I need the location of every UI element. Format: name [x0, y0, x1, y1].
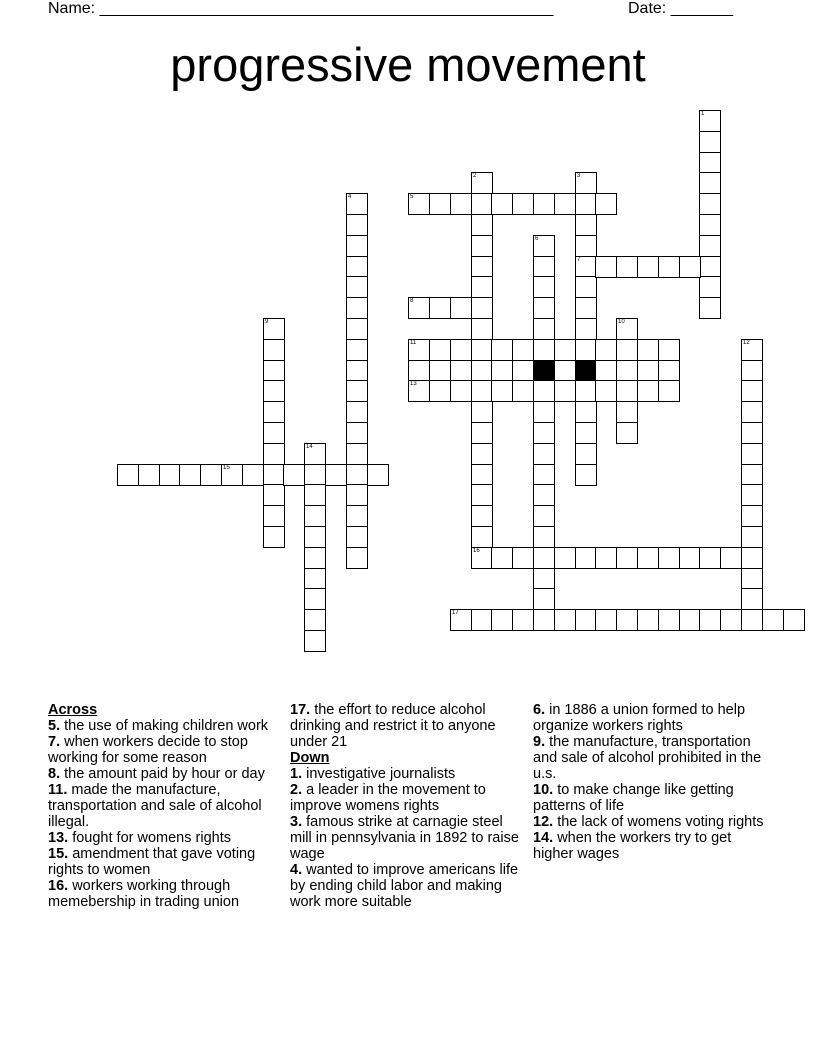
grid-cell[interactable] — [450, 360, 472, 382]
grid-cell[interactable] — [637, 360, 659, 382]
grid-cell[interactable] — [616, 422, 638, 444]
across-clue — [48, 846, 280, 878]
grid-cell[interactable] — [200, 464, 222, 486]
grid-cell[interactable] — [762, 609, 784, 631]
clue-number-label: 9 — [265, 319, 269, 325]
grid-cell[interactable] — [575, 339, 597, 361]
grid-cell[interactable] — [471, 339, 493, 361]
grid-cell[interactable] — [658, 547, 680, 569]
down-clue — [533, 782, 765, 814]
grid-cell[interactable] — [471, 401, 493, 423]
grid-cell[interactable] — [491, 547, 513, 569]
grid-cell[interactable] — [658, 609, 680, 631]
clue-number: 3. — [290, 814, 303, 830]
across-clue — [48, 782, 280, 830]
grid-cell[interactable] — [575, 214, 597, 236]
grid-cell[interactable] — [595, 360, 617, 382]
grid-cell[interactable] — [533, 380, 555, 402]
grid-cell[interactable] — [616, 401, 638, 423]
down-clue — [290, 814, 522, 862]
grid-cell[interactable] — [304, 526, 326, 548]
down-clue — [290, 862, 522, 910]
grid-cell[interactable] — [533, 276, 555, 298]
clue-text: investigative journalists — [302, 766, 456, 782]
grid-cell[interactable] — [575, 464, 597, 486]
grid-cell[interactable] — [741, 505, 763, 527]
grid-cell[interactable] — [741, 526, 763, 548]
clue-number: 12. — [533, 814, 554, 830]
grid-cell[interactable] — [346, 276, 368, 298]
black-square — [533, 360, 555, 382]
down-clue — [290, 782, 522, 814]
grid-cell[interactable] — [263, 360, 285, 382]
grid-cell[interactable] — [699, 547, 721, 569]
grid-cell[interactable] — [491, 380, 513, 402]
grid-cell[interactable] — [575, 256, 597, 278]
grid-cell[interactable] — [263, 318, 285, 340]
grid-cell[interactable] — [450, 609, 472, 631]
grid-cell[interactable] — [179, 464, 201, 486]
clue-text: famous strike at carnagie steel mill in pennsylvania in 1892 to raise wage — [290, 814, 519, 862]
grid-cell[interactable] — [346, 547, 368, 569]
grid-cell[interactable] — [346, 193, 368, 215]
grid-cell[interactable] — [533, 484, 555, 506]
grid-cell[interactable] — [575, 547, 597, 569]
grid-cell[interactable] — [533, 401, 555, 423]
grid-cell[interactable] — [471, 360, 493, 382]
date-line: Date: _______ — [628, 0, 733, 17]
grid-cell[interactable] — [346, 526, 368, 548]
clue-number-label: 16 — [473, 548, 480, 554]
clue-column-1 — [48, 702, 280, 910]
grid-cell[interactable] — [637, 256, 659, 278]
clue-number-label: 15 — [223, 465, 230, 471]
grid-cell[interactable] — [699, 110, 721, 132]
grid-cell[interactable] — [471, 484, 493, 506]
grid-cell[interactable] — [533, 588, 555, 610]
grid-cell[interactable] — [346, 339, 368, 361]
grid-cell[interactable] — [346, 401, 368, 423]
grid-cell[interactable] — [699, 172, 721, 194]
grid-cell[interactable] — [304, 505, 326, 527]
grid-cell[interactable] — [471, 214, 493, 236]
grid-cell[interactable] — [346, 360, 368, 382]
clue-text: when the workers try to get higher wages — [533, 830, 732, 862]
clue-number-label: 11 — [410, 340, 417, 346]
clue-number: 2. — [290, 782, 303, 798]
grid-cell[interactable] — [575, 172, 597, 194]
grid-cell[interactable] — [699, 256, 721, 278]
grid-cell[interactable] — [304, 609, 326, 631]
grid-cell[interactable] — [595, 339, 617, 361]
clue-text: made the manufacture, transportation and sale of alcohol illegal. — [48, 782, 262, 830]
black-square — [575, 360, 597, 382]
grid-cell[interactable] — [263, 464, 285, 486]
grid-cell[interactable] — [429, 360, 451, 382]
grid-cell[interactable] — [512, 547, 534, 569]
name-line: Name: ___________________________________________________ — [48, 0, 554, 17]
grid-cell[interactable] — [471, 172, 493, 194]
grid-cell[interactable] — [471, 526, 493, 548]
grid-cell[interactable] — [679, 256, 701, 278]
grid-cell[interactable] — [699, 235, 721, 257]
clue-number: 8. — [48, 766, 61, 782]
grid-cell[interactable] — [304, 464, 326, 486]
grid-cell[interactable] — [512, 360, 534, 382]
grid-cell[interactable] — [471, 464, 493, 486]
grid-cell[interactable] — [138, 464, 160, 486]
grid-cell[interactable] — [429, 193, 451, 215]
grid-cell[interactable] — [346, 505, 368, 527]
grid-cell[interactable] — [491, 360, 513, 382]
clue-number: 14. — [533, 830, 554, 846]
grid-cell[interactable] — [575, 401, 597, 423]
grid-cell[interactable] — [346, 318, 368, 340]
grid-cell[interactable] — [658, 360, 680, 382]
down-clue — [533, 830, 765, 862]
grid-cell[interactable] — [575, 276, 597, 298]
grid-cell[interactable] — [533, 443, 555, 465]
grid-cell[interactable] — [346, 235, 368, 257]
across-clue — [48, 734, 280, 766]
grid-cell[interactable] — [595, 609, 617, 631]
grid-cell[interactable] — [741, 568, 763, 590]
clue-number-label: 6 — [535, 236, 539, 242]
grid-cell[interactable] — [720, 609, 742, 631]
grid-cell[interactable] — [554, 547, 576, 569]
grid-cell[interactable] — [283, 464, 305, 486]
grid-cell[interactable] — [741, 588, 763, 610]
grid-cell[interactable] — [471, 547, 493, 569]
grid-cell[interactable] — [637, 380, 659, 402]
grid-cell[interactable] — [242, 464, 264, 486]
grid-cell[interactable] — [450, 193, 472, 215]
grid-cell[interactable] — [471, 422, 493, 444]
grid-cell[interactable] — [533, 568, 555, 590]
grid-cell[interactable] — [512, 380, 534, 402]
grid-cell[interactable] — [616, 318, 638, 340]
grid-cell[interactable] — [491, 339, 513, 361]
grid-cell[interactable] — [429, 339, 451, 361]
clue-number: 5. — [48, 718, 61, 734]
grid-cell[interactable] — [575, 380, 597, 402]
grid-cell[interactable] — [346, 256, 368, 278]
grid-cell[interactable] — [408, 380, 430, 402]
grid-cell[interactable] — [346, 380, 368, 402]
grid-cell[interactable] — [741, 360, 763, 382]
grid-cell[interactable] — [221, 464, 243, 486]
across-clue — [48, 830, 280, 846]
grid-cell[interactable] — [554, 380, 576, 402]
clue-number: 15. — [48, 846, 69, 862]
grid-cell[interactable] — [533, 422, 555, 444]
grid-cell[interactable] — [471, 297, 493, 319]
down-clue — [290, 766, 522, 782]
grid-cell[interactable] — [699, 214, 721, 236]
grid-cell[interactable] — [304, 547, 326, 569]
down-clue — [533, 734, 765, 782]
grid-cell[interactable] — [408, 339, 430, 361]
grid-cell[interactable] — [554, 609, 576, 631]
grid-cell[interactable] — [699, 276, 721, 298]
grid-cell[interactable] — [741, 484, 763, 506]
grid-cell[interactable] — [616, 380, 638, 402]
grid-cell[interactable] — [512, 193, 534, 215]
grid-cell[interactable] — [658, 380, 680, 402]
clue-number-label: 4 — [348, 194, 352, 200]
grid-cell[interactable] — [450, 339, 472, 361]
grid-cell[interactable] — [595, 380, 617, 402]
grid-cell[interactable] — [117, 464, 139, 486]
grid-cell[interactable] — [783, 609, 805, 631]
grid-cell[interactable] — [741, 443, 763, 465]
clue-number-label: 17 — [452, 610, 459, 616]
clue-number: 6. — [533, 702, 546, 718]
grid-cell[interactable] — [491, 193, 513, 215]
grid-cell[interactable] — [533, 464, 555, 486]
grid-cell[interactable] — [367, 464, 389, 486]
grid-cell[interactable] — [637, 547, 659, 569]
grid-cell[interactable] — [699, 609, 721, 631]
grid-cell[interactable] — [263, 339, 285, 361]
grid-cell[interactable] — [679, 547, 701, 569]
grid-cell[interactable] — [346, 422, 368, 444]
clue-text: fought for womens rights — [68, 830, 231, 846]
grid-cell[interactable] — [533, 505, 555, 527]
down-clue — [533, 702, 765, 734]
clue-number: 16. — [48, 878, 69, 894]
down-heading: Down — [290, 750, 330, 766]
clue-text: the amount paid by hour or day — [60, 766, 265, 782]
grid-cell[interactable] — [575, 235, 597, 257]
grid-cell[interactable] — [741, 547, 763, 569]
clue-text: the manufacture, transportation and sale of alcohol prohibited in the u.s. — [533, 734, 762, 782]
grid-cell[interactable] — [741, 609, 763, 631]
grid-cell[interactable] — [159, 464, 181, 486]
grid-cell[interactable] — [699, 152, 721, 174]
grid-cell[interactable] — [741, 339, 763, 361]
grid-cell[interactable] — [263, 401, 285, 423]
grid-cell[interactable] — [533, 193, 555, 215]
grid-cell[interactable] — [471, 276, 493, 298]
grid-cell[interactable] — [575, 422, 597, 444]
grid-cell[interactable] — [637, 339, 659, 361]
grid-cell[interactable] — [450, 297, 472, 319]
clue-number-label: 14 — [306, 444, 313, 450]
clue-number: 13. — [48, 830, 69, 846]
clue-text: when workers decide to stop working for some reason — [48, 734, 248, 766]
clue-number-label: 2 — [473, 173, 477, 179]
clue-text: the use of making children work — [60, 718, 269, 734]
clue-number-label: 5 — [410, 194, 414, 200]
grid-cell[interactable] — [471, 256, 493, 278]
clue-number-label: 1 — [701, 111, 705, 117]
grid-cell[interactable] — [533, 256, 555, 278]
clue-number: 9. — [533, 734, 546, 750]
grid-cell[interactable] — [408, 193, 430, 215]
grid-cell[interactable] — [471, 380, 493, 402]
across-heading: Across — [48, 702, 98, 718]
grid-cell[interactable] — [575, 318, 597, 340]
grid-cell[interactable] — [263, 422, 285, 444]
grid-cell[interactable] — [616, 360, 638, 382]
grid-cell[interactable] — [346, 464, 368, 486]
grid-cell[interactable] — [699, 297, 721, 319]
across-clue — [48, 878, 280, 910]
clue-number-label: 12 — [743, 340, 750, 346]
grid-cell[interactable] — [637, 609, 659, 631]
grid-cell[interactable] — [595, 256, 617, 278]
grid-cell[interactable] — [491, 609, 513, 631]
grid-cell[interactable] — [263, 484, 285, 506]
grid-cell[interactable] — [658, 339, 680, 361]
grid-cell[interactable] — [346, 484, 368, 506]
grid-cell[interactable] — [533, 235, 555, 257]
grid-cell[interactable] — [450, 380, 472, 402]
across-clue — [290, 702, 522, 750]
grid-cell[interactable] — [471, 235, 493, 257]
grid-cell[interactable] — [471, 443, 493, 465]
grid-cell[interactable] — [554, 339, 576, 361]
grid-cell[interactable] — [699, 193, 721, 215]
grid-cell[interactable] — [741, 401, 763, 423]
clue-number-label: 13 — [410, 381, 417, 387]
grid-cell[interactable] — [533, 547, 555, 569]
clue-number-label: 3 — [577, 173, 581, 179]
grid-cell[interactable] — [533, 339, 555, 361]
grid-cell[interactable] — [616, 547, 638, 569]
clue-text: in 1886 a union formed to help organize workers rights — [533, 702, 746, 734]
clue-text: workers working through memebership in trading union — [48, 878, 240, 910]
across-clue — [48, 718, 280, 734]
clue-text: wanted to improve americans life by ending child labor and making work more suitable — [290, 862, 519, 910]
grid-cell[interactable] — [554, 360, 576, 382]
grid-cell[interactable] — [429, 380, 451, 402]
grid-cell[interactable] — [595, 547, 617, 569]
clue-text: the lack of womens voting rights — [553, 814, 764, 830]
clue-number-label: 7 — [577, 257, 581, 263]
grid-cell[interactable] — [741, 422, 763, 444]
clue-text: to make change like getting patterns of life — [533, 782, 734, 814]
grid-cell[interactable] — [533, 318, 555, 340]
grid-cell[interactable] — [741, 380, 763, 402]
grid-cell[interactable] — [533, 297, 555, 319]
across-clue — [48, 766, 280, 782]
grid-cell[interactable] — [263, 526, 285, 548]
clue-number-label: 8 — [410, 298, 414, 304]
clue-number-label: 10 — [618, 319, 625, 325]
grid-cell[interactable] — [346, 214, 368, 236]
puzzle-title: progressive movement — [170, 38, 646, 91]
grid-cell[interactable] — [325, 464, 347, 486]
grid-cell[interactable] — [408, 360, 430, 382]
grid-cell[interactable] — [263, 380, 285, 402]
clue-number: 4. — [290, 862, 303, 878]
grid-cell[interactable] — [658, 256, 680, 278]
clue-text: the effort to reduce alcohol drinking and restrict it to anyone under 21 — [290, 702, 496, 750]
grid-cell[interactable] — [699, 131, 721, 153]
grid-cell[interactable] — [616, 609, 638, 631]
grid-cell[interactable] — [304, 484, 326, 506]
grid-cell[interactable] — [346, 297, 368, 319]
grid-cell[interactable] — [595, 193, 617, 215]
grid-cell[interactable] — [575, 609, 597, 631]
grid-cell[interactable] — [304, 568, 326, 590]
grid-cell[interactable] — [263, 505, 285, 527]
grid-cell[interactable] — [512, 609, 534, 631]
grid-cell[interactable] — [554, 193, 576, 215]
grid-cell[interactable] — [304, 588, 326, 610]
grid-cell[interactable] — [429, 297, 451, 319]
grid-cell[interactable] — [616, 339, 638, 361]
clue-number: 1. — [290, 766, 303, 782]
clue-text: a leader in the movement to improve womens rights — [290, 782, 486, 814]
grid-cell[interactable] — [679, 609, 701, 631]
grid-cell[interactable] — [408, 297, 430, 319]
grid-cell[interactable] — [512, 339, 534, 361]
clue-column-3 — [533, 702, 765, 862]
grid-cell[interactable] — [263, 443, 285, 465]
clue-number: 7. — [48, 734, 61, 750]
grid-cell[interactable] — [346, 443, 368, 465]
grid-cell[interactable] — [471, 505, 493, 527]
grid-cell[interactable] — [533, 609, 555, 631]
grid-cell[interactable] — [741, 464, 763, 486]
grid-cell[interactable] — [575, 297, 597, 319]
grid-cell[interactable] — [616, 256, 638, 278]
grid-cell[interactable] — [304, 443, 326, 465]
grid-cell[interactable] — [575, 443, 597, 465]
down-clue — [533, 814, 765, 830]
grid-cell[interactable] — [471, 609, 493, 631]
grid-cell[interactable] — [533, 526, 555, 548]
grid-cell[interactable] — [471, 318, 493, 340]
grid-cell[interactable] — [575, 193, 597, 215]
clue-number: 10. — [533, 782, 554, 798]
grid-cell[interactable] — [304, 630, 326, 652]
grid-cell[interactable] — [471, 193, 493, 215]
clue-column-2 — [290, 702, 522, 910]
clue-number: 17. — [290, 702, 311, 718]
clue-text: amendment that gave voting rights to women — [48, 846, 256, 878]
grid-cell[interactable] — [720, 547, 742, 569]
clue-number: 11. — [48, 782, 68, 798]
